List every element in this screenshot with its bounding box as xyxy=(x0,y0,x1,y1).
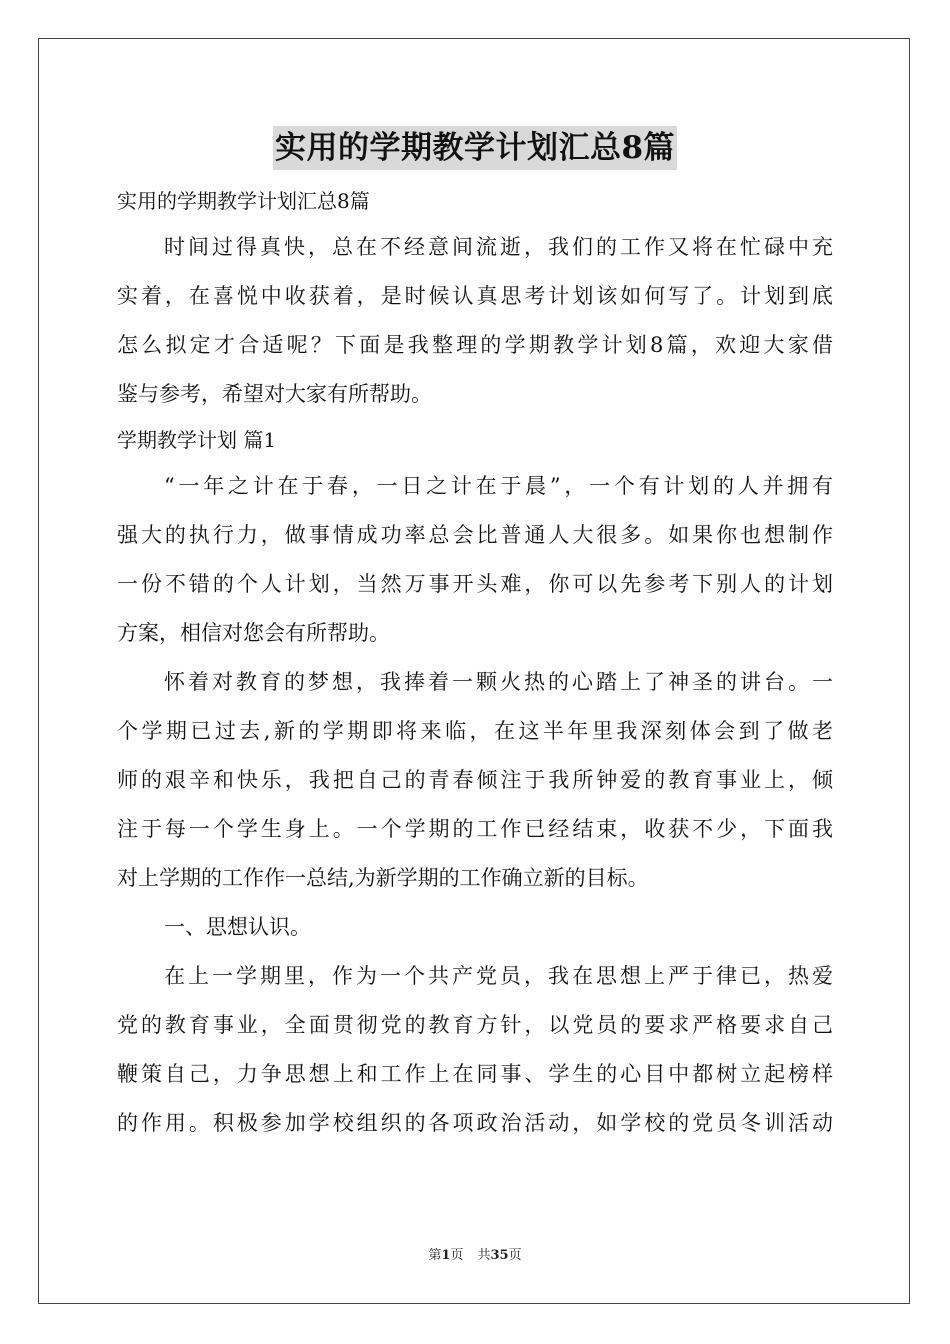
text-line: 强大的执行力，做事情成功率总会比普通人大很多。如果你也想制作 xyxy=(117,523,833,547)
paragraph-1 xyxy=(117,462,833,658)
subheading: 一、思想认识。 xyxy=(164,915,311,939)
paragraph-3 xyxy=(117,952,833,1148)
text-line: 个学期已过去,新的学期即将来临，在这半年里我深刻体会到了做老 xyxy=(117,719,833,743)
total-prefix: 共 xyxy=(477,1248,491,1263)
text-line: 的作用。积极参加学校组织的各项政治活动，如学校的党员冬训活动 xyxy=(117,1111,833,1135)
page-total: 35 xyxy=(490,1248,509,1263)
section-heading: 学期教学计划 篇1 xyxy=(117,428,277,452)
paragraph-2 xyxy=(117,658,833,903)
text-line: 师的艰辛和快乐，我把自己的青春倾注于我所钟爱的教育事业上，倾 xyxy=(117,768,833,792)
intro-paragraph xyxy=(117,223,833,419)
text-line: 鞭策自己，力争思想上和工作上在同事、学生的心目中都树立起榜样 xyxy=(117,1062,833,1086)
total-suffix: 页 xyxy=(508,1248,522,1263)
title-container xyxy=(0,126,950,170)
text-line: 怀着对教育的梦想，我捧着一颗火热的心踏上了神圣的讲台。一 xyxy=(164,670,833,694)
page-prefix: 第 xyxy=(428,1248,442,1263)
text-line: 鉴与参考，希望对大家有所帮助。 xyxy=(117,382,432,406)
text-line: 实着，在喜悦中收获着，是时候认真思考计划该如何写了。计划到底 xyxy=(117,284,833,308)
document-title: 实用的学期教学计划汇总8篇 xyxy=(273,126,677,170)
text-line: 在上一学期里，作为一个共产党员，我在思想上严于律已，热爱 xyxy=(164,964,833,988)
text-line: “一年之计在于春，一日之计在于晨”，一个有计划的人并拥有 xyxy=(164,474,833,498)
text-line: 怎么拟定才合适呢？下面是我整理的学期教学计划8篇，欢迎大家借 xyxy=(117,333,833,357)
page-suffix: 页 xyxy=(450,1248,464,1263)
text-line: 对上学期的工作作一总结,为新学期的工作确立新的目标。 xyxy=(117,866,649,890)
text-line: 时间过得真快，总在不经意间流逝，我们的工作又将在忙碌中充 xyxy=(164,235,833,259)
page-footer xyxy=(0,1244,950,1263)
page-current: 1 xyxy=(441,1248,451,1263)
document-body xyxy=(117,180,833,1148)
text-line: 党的教育事业，全面贯彻党的教育方针，以党员的要求严格要求自己 xyxy=(117,1013,833,1037)
text-line: 注于每一个学生身上。一个学期的工作已经结束，收获不少，下面我 xyxy=(117,817,833,841)
text-line: 方案，相信对您会有所帮助。 xyxy=(117,621,390,645)
text-line: 一份不错的个人计划，当然万事开头难，你可以先参考下别人的计划 xyxy=(117,572,833,596)
document-subtitle: 实用的学期教学计划汇总8篇 xyxy=(117,189,370,213)
